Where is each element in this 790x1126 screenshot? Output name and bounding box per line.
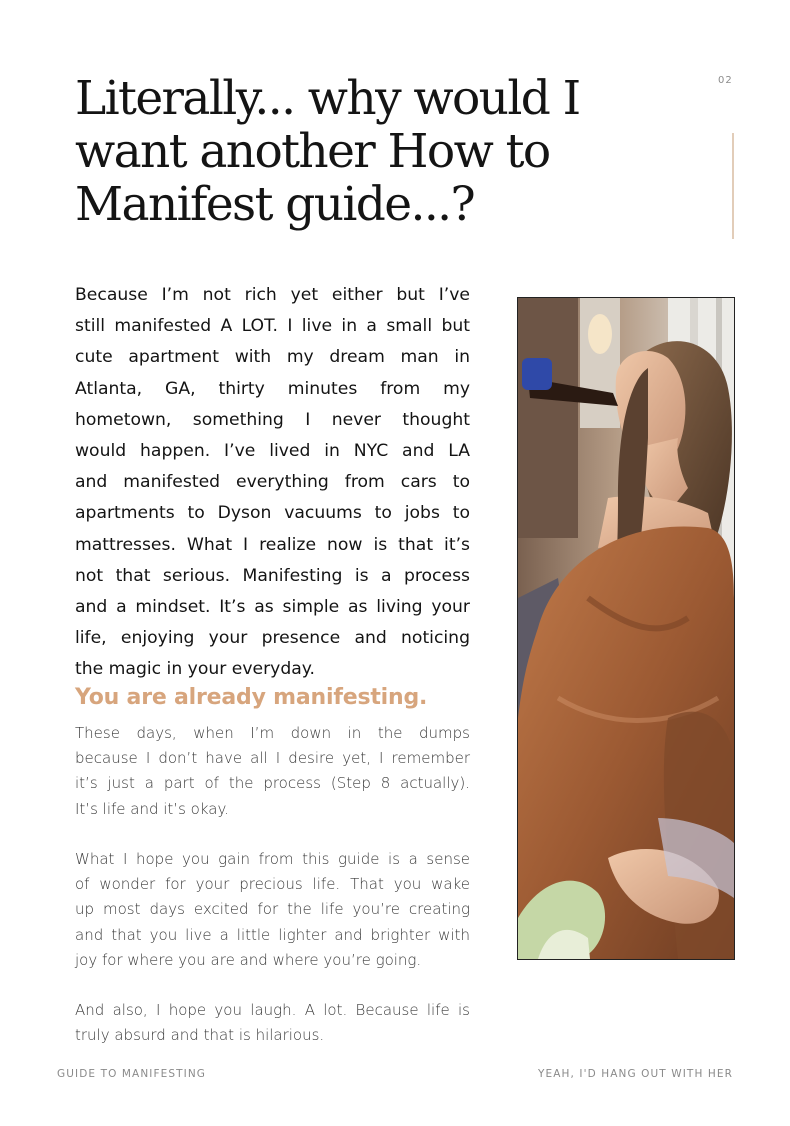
text-line: It’s life and it’s okay.: [75, 799, 229, 818]
photo-woman-drinking: [517, 297, 735, 960]
text-line: and that you live a little lighter and brighter with: [75, 925, 470, 944]
text-line: What I hope you gain from this guide is a sense: [75, 850, 470, 868]
text-line: up most days excited for the life you’re creating: [75, 900, 470, 919]
text-line: hometown, something I never thought: [75, 409, 470, 430]
paragraph-down-in-dumps: [75, 721, 470, 822]
text-line: not that serious. Manifesting is a process: [75, 565, 470, 586]
footer-tagline: YEAH, I'D HANG OUT WITH HER: [538, 1068, 733, 1080]
page-number: 02: [718, 75, 733, 86]
paragraph-laugh: [75, 998, 470, 1048]
title-line: Literally... why would I: [75, 71, 580, 126]
section-subheading: You are already manifesting.: [75, 685, 428, 710]
paragraph-hope: [75, 847, 470, 973]
page-title: [75, 72, 675, 231]
text-line: Because I’m not rich yet either but I’ve: [75, 285, 470, 305]
text-line: cute apartment with my dream man in: [75, 347, 470, 368]
text-line: mattresses. What I realize now is that it’s: [75, 534, 470, 555]
title-line: want another How to: [75, 124, 550, 179]
text-line: Atlanta, GA, thirty minutes from my: [75, 378, 470, 399]
text-line: it’s just a part of the process (Step 8 actually).: [75, 774, 470, 793]
text-line: apartments to Dyson vacuums to jobs to: [75, 503, 470, 524]
footer-guide-title: GUIDE TO MANIFESTING: [57, 1068, 207, 1080]
text-line: and a mindset. It’s as simple as living your: [75, 597, 470, 618]
text-line: life, enjoying your presence and noticing: [75, 628, 470, 649]
text-line: because I don’t have all I desire yet, I remember: [75, 749, 470, 768]
text-line: joy for where you are and where you’re going.: [75, 950, 422, 969]
text-line: would happen. I’ve lived in NYC and LA: [75, 441, 470, 462]
vertical-divider: [732, 133, 734, 239]
text-line: still manifested A LOT. I live in a small but: [75, 316, 470, 337]
text-line: These days, when I’m down in the dumps: [75, 724, 470, 742]
text-line: of wonder for your precious life. That you wake: [75, 875, 470, 894]
text-line: And also, I hope you laugh. A lot. Because life is: [75, 1001, 470, 1019]
title-line: Manifest guide...?: [75, 177, 475, 232]
intro-paragraph: [75, 280, 470, 686]
text-line: the magic in your everyday.: [75, 659, 315, 680]
text-line: truly absurd and that is hilarious.: [75, 1026, 325, 1045]
text-line: and manifested everything from cars to: [75, 472, 470, 493]
